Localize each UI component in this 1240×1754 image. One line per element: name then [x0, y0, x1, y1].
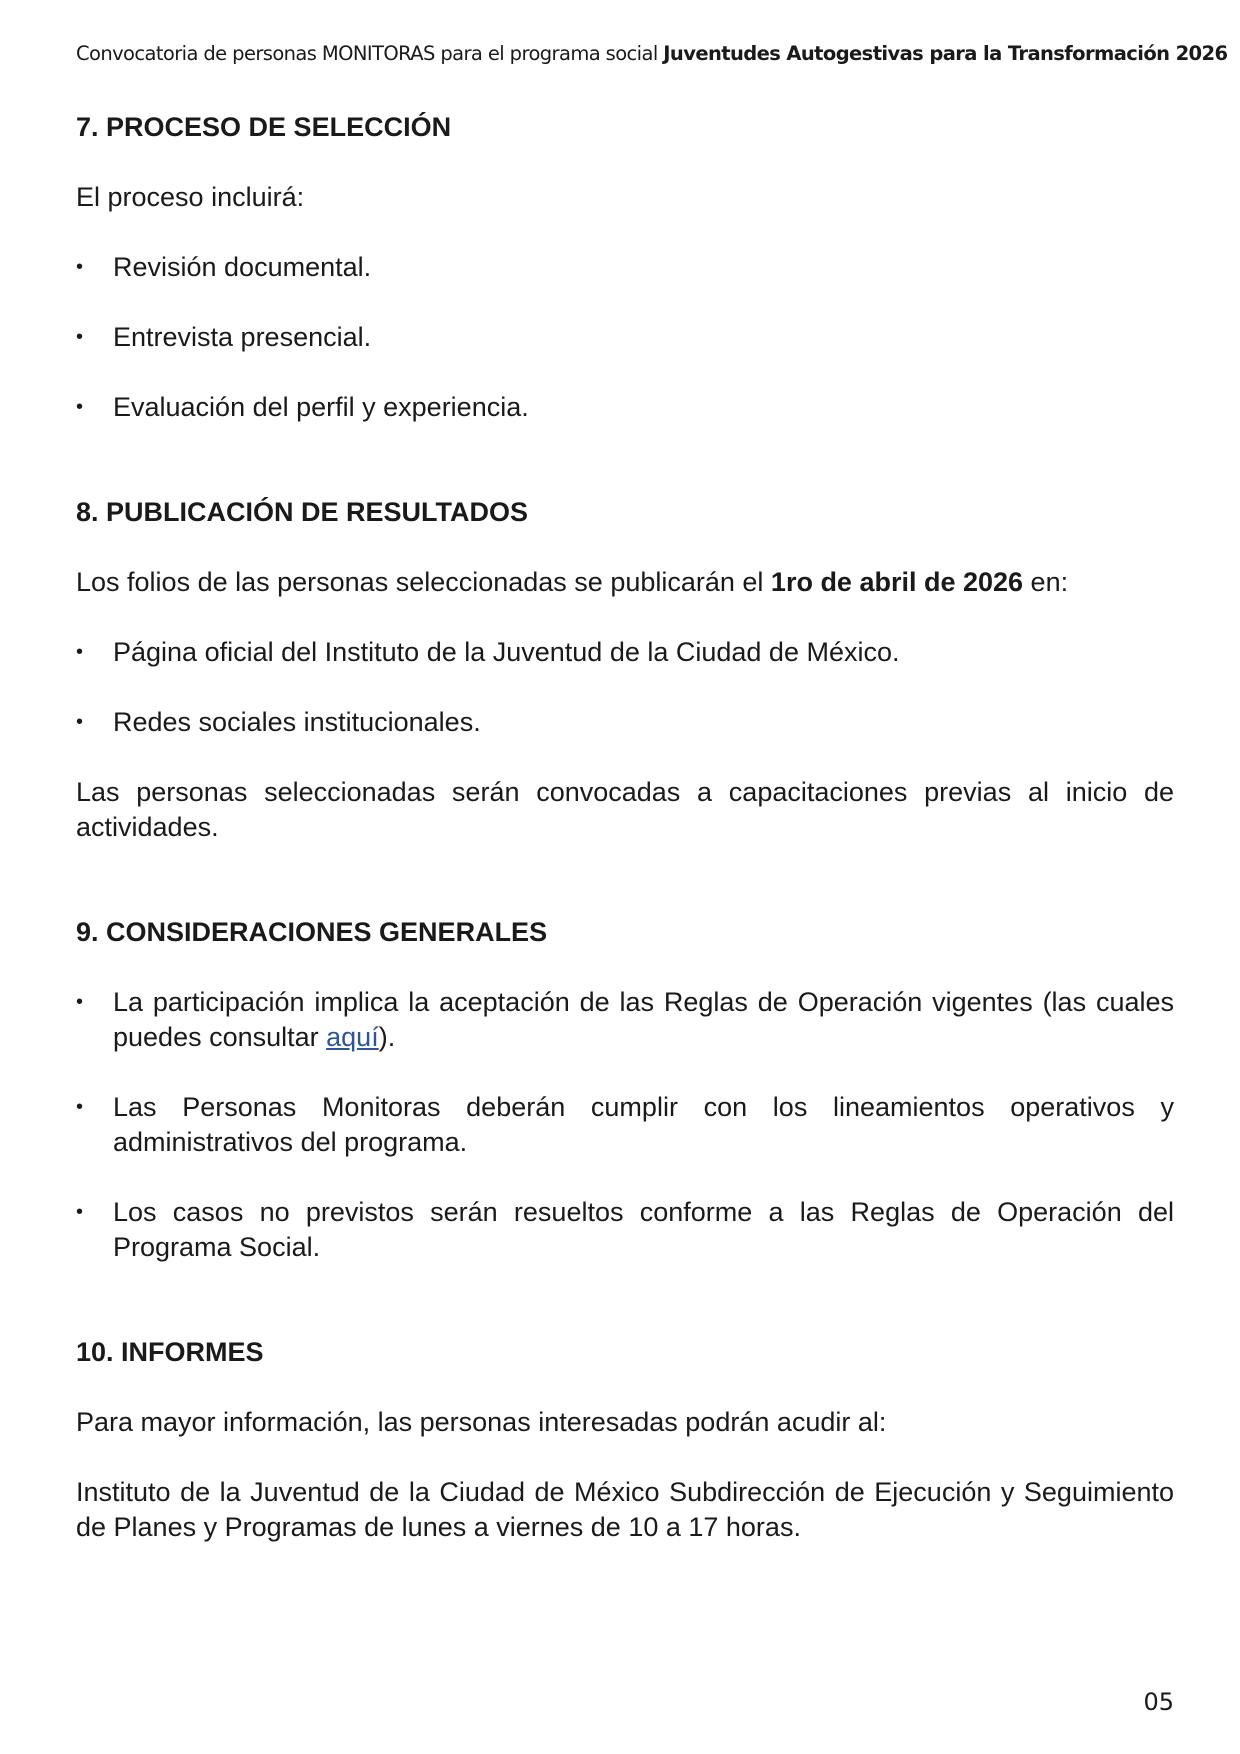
contact-address: Instituto de la Juventud de la Ciudad de México Subdirección de Ejecución y Seguimiento de Planes y Programas de lunes a viernes de 10 a 17 horas. [76, 1477, 1174, 1542]
section-informes [76, 1335, 1174, 1545]
header-program-name: Juventudes Autogestivas para la Transformación 2026 [663, 42, 1228, 65]
section-closing: Las personas seleccionadas serán convocadas a capacitaciones previas al inicio de actividades. [76, 777, 1174, 842]
list-item: • La participación implica la aceptación de las Reglas de Operación vigentes (las cuales puedes consultar aquí). [76, 987, 1174, 1052]
reglas-operacion-link[interactable]: aquí [326, 1022, 379, 1052]
bullet-icon: • [76, 641, 84, 663]
bullet-icon: • [76, 711, 84, 733]
list-item: • Evaluación del perfil y experiencia. [76, 390, 1174, 425]
list-item: • Redes sociales institucionales. [76, 705, 1174, 740]
bullet-list [76, 250, 1174, 425]
section-proceso-seleccion [76, 110, 1174, 425]
section-intro: El proceso incluirá: [76, 182, 305, 212]
section-intro: Los folios de las personas seleccionadas se publicarán el 1ro de abril de 2026 en: [76, 567, 1069, 597]
bullet-icon: • [76, 326, 84, 348]
section-title: 7. PROCESO DE SELECCIÓN [76, 112, 452, 142]
bullet-list [76, 985, 1174, 1265]
section-publicacion-resultados [76, 495, 1174, 845]
section-title: 8. PUBLICACIÓN DE RESULTADOS [76, 497, 529, 527]
section-intro: Para mayor información, las personas interesadas podrán acudir al: [76, 1407, 887, 1437]
section-title: 10. INFORMES [76, 1337, 264, 1367]
bullet-icon: • [76, 256, 84, 278]
section-title: 9. CONSIDERACIONES GENERALES [76, 917, 548, 947]
running-header [76, 42, 1227, 65]
page-content [76, 110, 1174, 1545]
list-item: • Entrevista presencial. [76, 320, 1174, 355]
bullet-icon: • [76, 396, 84, 418]
list-item: • Revisión documental. [76, 250, 1174, 285]
header-prefix: Convocatoria de personas MONITORAS para el programa social [76, 42, 664, 65]
bullet-icon: • [76, 1096, 84, 1118]
list-item: • Página oficial del Instituto de la Juventud de la Ciudad de México. [76, 635, 1174, 670]
page-number: 05 [1143, 1688, 1174, 1716]
list-item: • Las Personas Monitoras deberán cumplir con los lineamientos operativos y administrativos del programa. [76, 1092, 1174, 1157]
bullet-icon: • [76, 1201, 84, 1223]
publication-date: 1ro de abril de 2026 [770, 567, 1024, 597]
bullet-icon: • [76, 991, 84, 1013]
bullet-list [76, 635, 1174, 740]
list-item: • Los casos no previstos serán resueltos conforme a las Reglas de Operación del Programa Social. [76, 1197, 1174, 1262]
section-consideraciones-generales [76, 915, 1174, 1265]
